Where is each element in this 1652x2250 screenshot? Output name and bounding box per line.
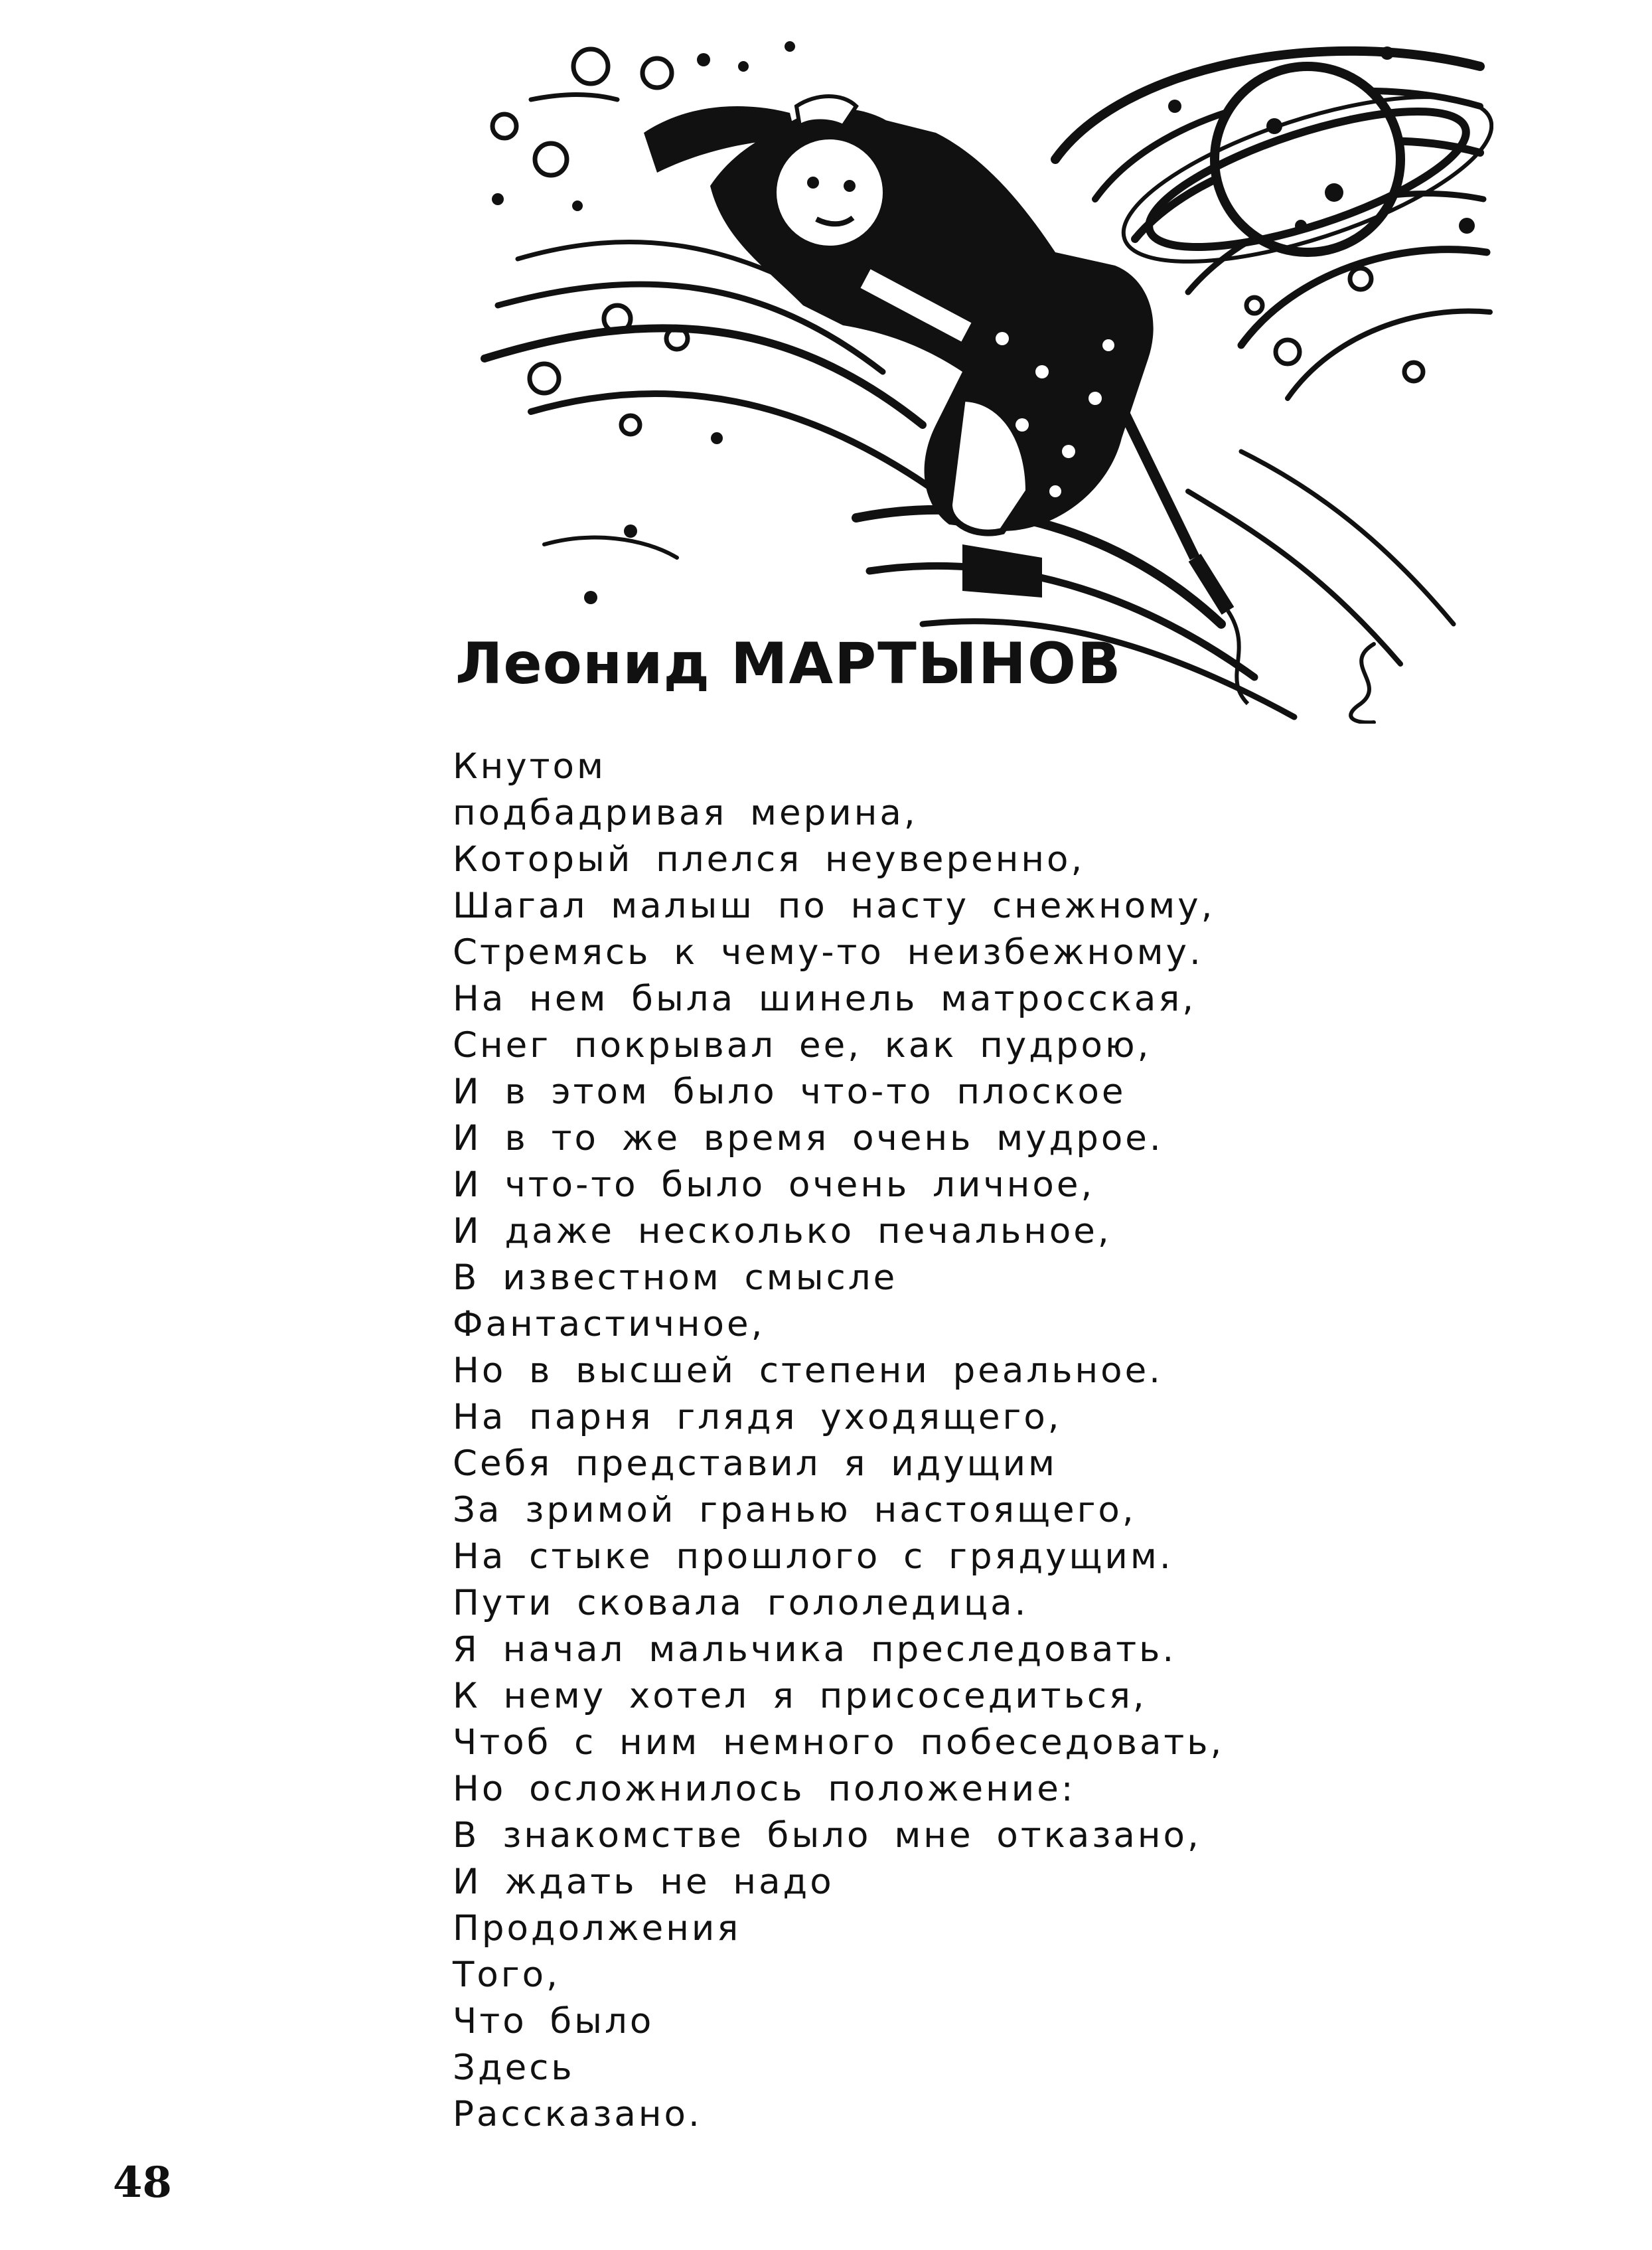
- author-last-name: МАРТЫНОВ: [730, 631, 1122, 697]
- poem-line: Продолжения: [453, 1908, 741, 1949]
- poem-line: На стыке прошлого с грядущим.: [453, 1536, 1173, 1577]
- poem-text: [453, 744, 1382, 2138]
- poem-line: Но в высшей степени реальное.: [453, 1350, 1164, 1391]
- poem-line: На нем была шинель матросская,: [453, 979, 1197, 1019]
- poem-line: Здесь: [453, 2048, 575, 2088]
- poem-line: Чтоб с ним немного побеседовать,: [453, 1722, 1225, 1763]
- author-first-name: Леонид: [455, 631, 710, 697]
- poem-line: Фантастичное,: [453, 1304, 765, 1344]
- poem-line: И в этом было что-то плоское: [453, 1072, 1126, 1112]
- poem-line: И ждать не надо: [453, 1862, 834, 1902]
- poem-line: И даже несколько печальное,: [453, 1211, 1112, 1251]
- poem-line: Что было: [453, 2001, 654, 2042]
- poem-line: За зримой гранью настоящего,: [453, 1490, 1136, 1530]
- poem-line: На парня глядя уходящего,: [453, 1397, 1062, 1437]
- poem-line: В знакомстве было мне отказано,: [453, 1815, 1201, 1856]
- page-number: 48: [113, 2158, 173, 2208]
- poem-line: Шагал малыш по насту снежному,: [453, 886, 1215, 926]
- poem-line: Рассказано.: [453, 2094, 702, 2134]
- poem-line: В известном смысле: [453, 1257, 898, 1298]
- poem-line: Но осложнилось положение:: [453, 1769, 1076, 1809]
- poem-line: Того,: [453, 1955, 560, 1995]
- poem-line: Кнутом: [453, 746, 606, 787]
- poem-line: подбадривая мерина,: [453, 793, 918, 833]
- poem-line: И в то же время очень мудрое.: [453, 1118, 1164, 1159]
- author-name: [455, 631, 1122, 697]
- boy-in-space-illustration: [458, 27, 1493, 724]
- poem-line: И что-то было очень личное,: [453, 1165, 1095, 1205]
- poem-line: Стремясь к чему-то неизбежному.: [453, 932, 1203, 973]
- poem-line: Я начал мальчика преследовать.: [453, 1629, 1177, 1670]
- poem-line: Который плелся неуверенно,: [453, 839, 1085, 880]
- poem-line: Снег покрывал ее, как пудрою,: [453, 1025, 1152, 1066]
- poem-line: К нему хотел я присоседиться,: [453, 1676, 1147, 1716]
- poem-line: Пути сковала гололедица.: [453, 1583, 1029, 1623]
- poem-line: Себя представил я идущим: [453, 1443, 1058, 1484]
